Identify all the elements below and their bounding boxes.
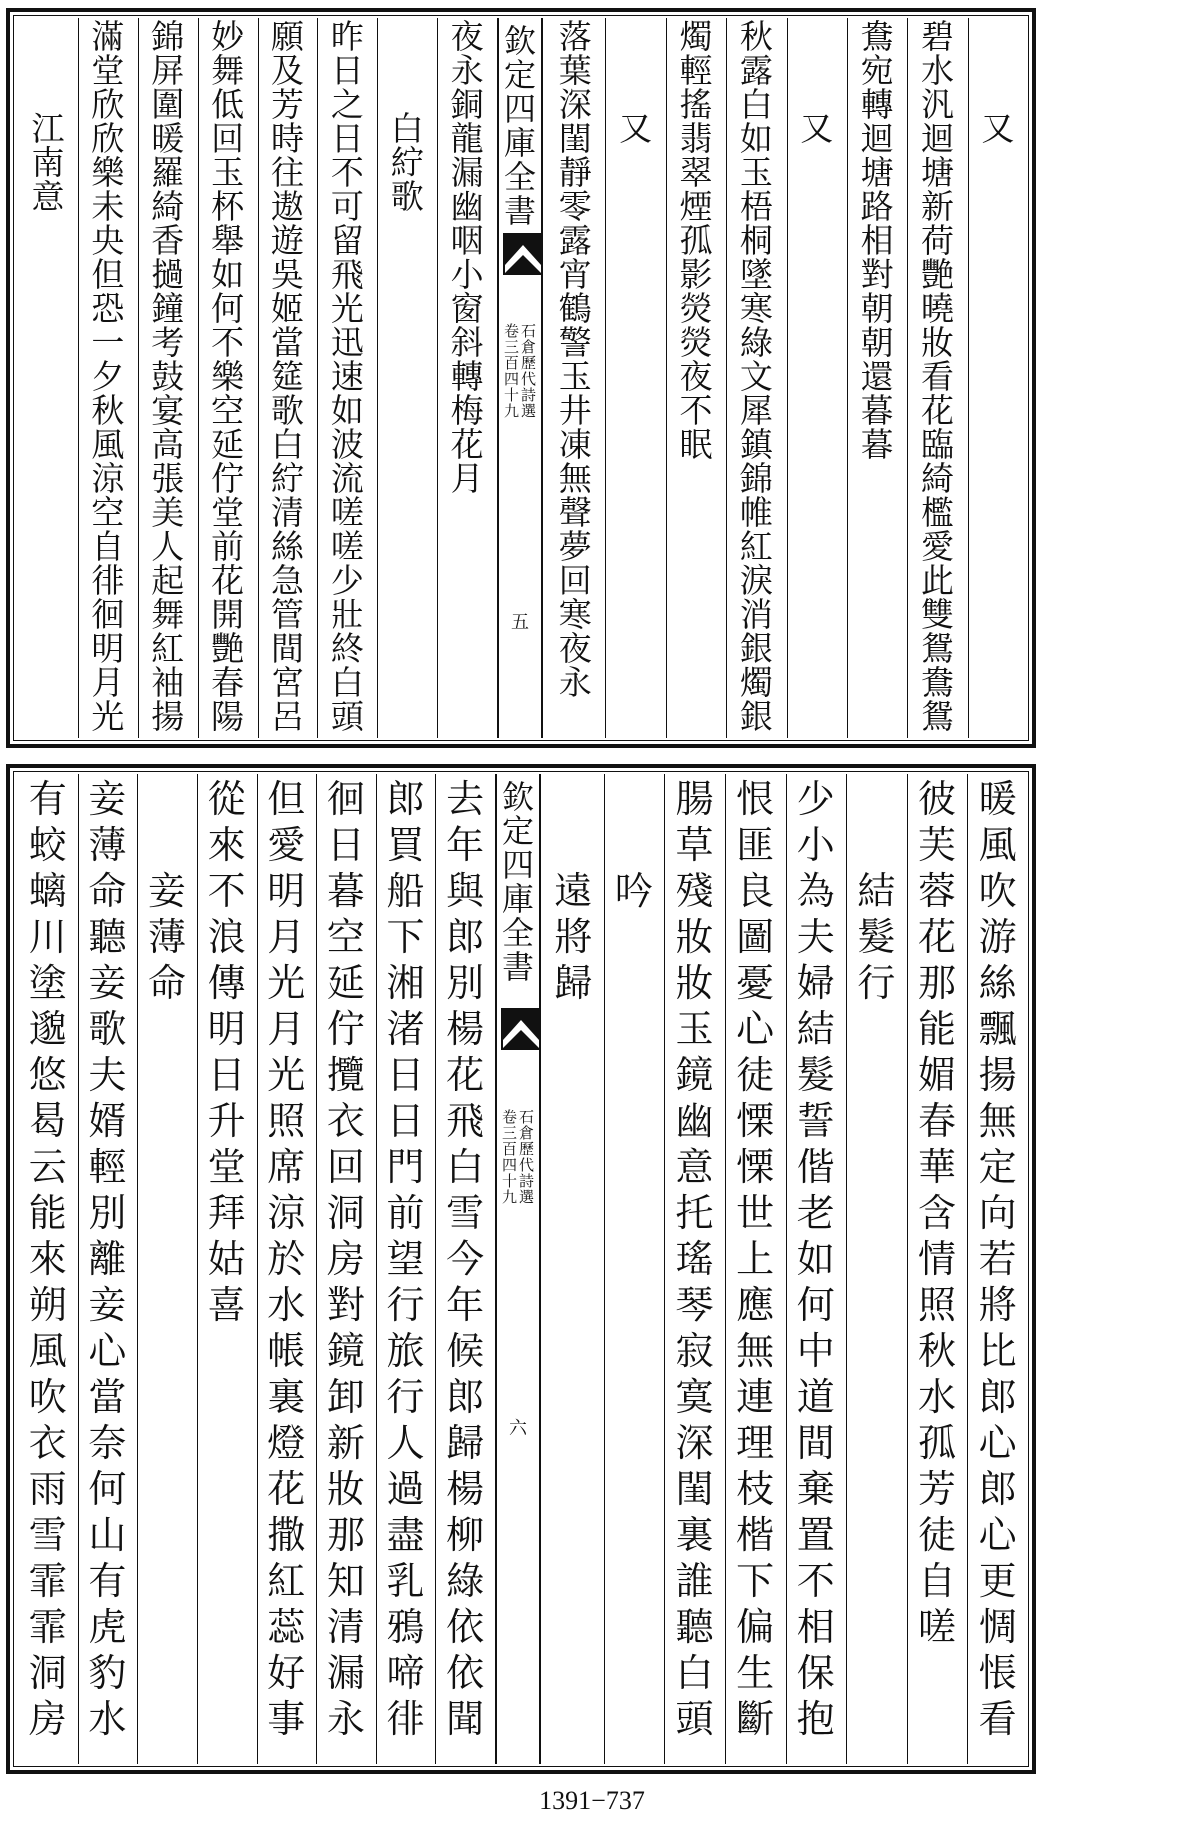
column-rule	[725, 774, 726, 1764]
column-rule	[435, 774, 436, 1764]
text-column: 落 葉 深 閨 靜 零 露 宵 鶴 警 玉 井 凍 無 聲 夢 回 寒 夜 永	[558, 17, 592, 702]
text-column: 鴦 宛 轉 迴 塘 路 相 對 朝 朝 還 暮 暮	[860, 17, 894, 464]
text-column: 有 蛟 螭 川 塗 邈 悠 曷 云 能 來 朔 風 吹 衣 雨 雪 霏 霏 洞 房	[28, 777, 67, 1741]
text-column: 又	[800, 109, 834, 148]
text-column: 去 年 與 郎 別 楊 花 飛 白 雪 今 年 候 郎 歸 楊 柳 綠 依 依 聞	[446, 777, 485, 1741]
column-rule	[907, 774, 908, 1764]
text-column: 燭 輕 搖 翡 翠 煙 孤 影 熒 熒 夜 不 眠	[679, 17, 713, 464]
fish-tail-icon	[503, 233, 543, 275]
column-rule	[316, 774, 317, 1764]
column-rule	[377, 18, 378, 738]
text-column: 彼 芙 蓉 花 那 能 媚 春 華 含 情 照 秋 水 孤 芳 徒 自 嗟	[918, 777, 957, 1649]
text-column: 錦 屏 圍 暖 羅 綺 香 撾 鐘 考 鼓 宴 高 張 美 人 起 舞 紅 袖 揚	[151, 17, 185, 736]
text-column: 恨 匪 良 圖 憂 心 徒 慄 慄 世 上 應 無 連 理 枝 楷 下 偏 生 斷	[736, 777, 775, 1741]
column-rule	[258, 18, 259, 738]
column-rule	[666, 18, 667, 738]
text-column: 妾 薄 命 聽 妾 歌 夫 婿 輕 別 離 妾 心 當 奈 何 山 有 虎 豹 水	[88, 777, 127, 1741]
text-column: 願 及 芳 時 往 遨 遊 吳 姬 當 筵 歌 白 紵 清 絲 急 管 間 宮 呂	[270, 17, 304, 736]
text-column: 從 來 不 浪 傳 明 日 升 堂 拜 姑 喜	[207, 777, 246, 1327]
column-rule	[907, 18, 908, 738]
column-rule	[198, 18, 199, 738]
band-title: 欽 定 四 庫 全 書	[503, 22, 536, 230]
text-column: 秋 露 白 如 玉 梧 桐 墜 寒 綠 文 犀 鎮 錦 帷 紅 淚 消 銀 燭 銀	[739, 17, 773, 736]
column-rule	[138, 18, 139, 738]
text-column: 昨 日 之 日 不 可 留 飛 光 迅 速 如 波 流 嗟 嗟 少 壯 終 白 頭	[330, 17, 364, 736]
column-rule	[604, 774, 605, 1764]
column-rule	[846, 774, 847, 1764]
column-rule	[78, 18, 79, 738]
text-column: 郎 買 船 下 湘 渚 日 日 門 前 望 行 旅 行 人 過 盡 乳 鴉 啼 徘	[386, 777, 425, 1741]
band-title: 欽 定 四 庫 全 書	[501, 778, 534, 986]
page-number: 六	[509, 1418, 527, 1439]
text-column: 遠 將 歸	[554, 869, 593, 1005]
band-subtitle-line: 卷 三 百 四 十 九	[503, 322, 519, 420]
top-page	[6, 8, 1036, 748]
text-column: 碧 水 汎 迴 塘 新 荷 艷 曉 妝 看 花 臨 綺 檻 愛 此 雙 鴛 鴦 鴛	[920, 17, 954, 736]
text-column: 吟	[614, 869, 653, 913]
text-column: 結 髮 行	[857, 869, 896, 1005]
column-rule	[257, 774, 258, 1764]
text-column: 白 紵 歌	[390, 109, 424, 216]
text-column: 滿 堂 欣 欣 樂 未 央 但 恐 一 夕 秋 風 涼 空 自 徘 徊 明 月 光	[91, 17, 125, 736]
page-number: 五	[511, 612, 529, 633]
text-column: 但 愛 明 月 光 月 光 照 席 涼 於 水 帳 裏 燈 花 撒 紅 蕊 好 事	[267, 777, 306, 1741]
text-column: 又	[981, 109, 1015, 148]
text-column: 夜 永 銅 龍 漏 幽 咽 小 窗 斜 轉 梅 花 月	[450, 17, 484, 498]
band-subtitle	[499, 323, 541, 419]
text-column: 妾 薄 命	[148, 869, 187, 1005]
column-rule	[847, 18, 848, 738]
bottom-page	[6, 764, 1036, 1774]
top-center-band	[497, 18, 543, 738]
column-rule	[787, 18, 788, 738]
column-rule	[968, 18, 969, 738]
column-rule	[78, 774, 79, 1764]
column-rule	[137, 774, 138, 1764]
text-column: 暖 風 吹 游 絲 飄 揚 無 定 向 若 將 比 郎 心 郎 心 更 惆 悵 看	[978, 777, 1017, 1741]
column-rule	[664, 774, 665, 1764]
column-rule	[317, 18, 318, 738]
page-footer-number: 1391−737	[539, 1786, 645, 1815]
text-column: 徊 日 暮 空 延 佇 攬 衣 回 洞 房 對 鏡 卸 新 妝 那 知 清 漏 永	[326, 777, 365, 1741]
column-rule	[376, 774, 377, 1764]
band-subtitle	[497, 1109, 539, 1205]
column-rule	[726, 18, 727, 738]
column-rule	[967, 774, 968, 1764]
band-subtitle-line: 卷 三 百 四 十 九	[501, 1108, 517, 1206]
column-rule	[197, 774, 198, 1764]
text-column: 妙 舞 低 回 玉 杯 舉 如 何 不 樂 空 延 佇 堂 前 花 開 艷 春 陽	[211, 17, 245, 736]
text-column: 江 南 意	[31, 109, 65, 216]
column-rule	[437, 18, 438, 738]
text-column: 腸 草 殘 妝 妝 玉 鏡 幽 意 托 瑤 琴 寂 寞 深 閨 裏 誰 聽 白 頭	[675, 777, 714, 1741]
band-subtitle-line: 石 倉 歷 代 詩 選	[519, 1108, 535, 1206]
column-rule	[605, 18, 606, 738]
fish-tail-icon	[501, 1008, 541, 1050]
text-column: 少 小 為 夫 婦 結 髮 誓 偕 老 如 何 中 道 間 棄 置 不 相 保 抱	[796, 777, 835, 1741]
text-column: 又	[619, 109, 653, 148]
column-rule	[786, 774, 787, 1764]
bottom-center-band	[495, 774, 541, 1764]
band-subtitle-line: 石 倉 歷 代 詩 選	[521, 322, 537, 420]
